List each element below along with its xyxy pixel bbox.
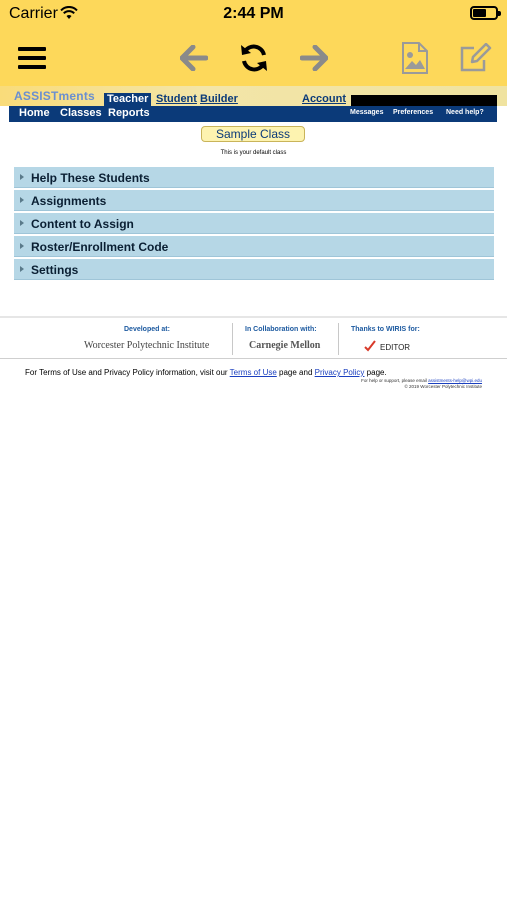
nav-messages[interactable]: Messages	[350, 109, 384, 116]
terms-suffix: page.	[366, 368, 387, 377]
account-link[interactable]: Account	[302, 93, 346, 105]
refresh-icon[interactable]	[236, 40, 272, 76]
nav-classes[interactable]: Classes	[60, 107, 102, 119]
support-info	[361, 378, 482, 390]
support-prefix: For help or support, please email	[361, 378, 427, 383]
forward-arrow-icon[interactable]	[296, 40, 332, 76]
accordion-label: Content to Assign	[31, 217, 134, 231]
terms-of-use-link[interactable]: Terms of Use	[229, 368, 277, 377]
carrier-label: Carrier	[9, 5, 58, 22]
nav-home[interactable]: Home	[19, 107, 50, 119]
accordion-label: Assignments	[31, 194, 107, 208]
accordion-roster-enrollment-code[interactable]	[14, 236, 494, 257]
expand-arrow-icon	[20, 243, 24, 249]
terms-prefix: For Terms of Use and Privacy Policy information, visit our	[25, 368, 228, 377]
wpi-logo[interactable]: Worcester Polytechnic Institute	[84, 340, 210, 351]
nav-need-help[interactable]: Need help?	[446, 109, 484, 116]
wiris-editor-logo[interactable]: EDITOR	[380, 343, 411, 352]
nav-preferences[interactable]: Preferences	[393, 109, 434, 116]
accordion-label: Settings	[31, 263, 79, 277]
expand-arrow-icon	[20, 197, 24, 203]
accordion-assignments[interactable]	[14, 190, 494, 211]
image-icon[interactable]	[397, 40, 433, 76]
expand-arrow-icon	[20, 266, 24, 272]
edit-icon[interactable]	[458, 40, 494, 76]
role-tab-builder[interactable]: Builder	[200, 93, 238, 105]
footer-separator	[338, 323, 339, 355]
battery-icon	[470, 6, 498, 20]
terms-mid: page and	[279, 368, 313, 377]
assistments-logo: ASSISTments	[14, 89, 95, 103]
accordion-label: Help These Students	[31, 171, 150, 185]
role-tab-teacher[interactable]: Teacher	[104, 93, 151, 106]
menu-icon[interactable]	[14, 40, 50, 76]
default-class-note: This is your default class	[220, 150, 287, 156]
status-bar	[0, 0, 507, 30]
terms-line	[25, 368, 387, 377]
accordion-label: Roster/Enrollment Code	[31, 240, 169, 254]
cmu-logo[interactable]: Carnegie Mellon	[249, 340, 321, 351]
expand-arrow-icon	[20, 220, 24, 226]
nav-reports[interactable]: Reports	[108, 107, 150, 119]
footer-thanks-heading: Thanks to WIRIS for:	[351, 326, 420, 333]
privacy-policy-link[interactable]: Privacy Policy	[314, 368, 365, 377]
expand-arrow-icon	[20, 174, 24, 180]
wiris-check-icon	[364, 339, 376, 357]
support-email-link[interactable]: assistments-help@wpi.edu	[428, 378, 482, 383]
class-selector-button[interactable]: Sample Class	[201, 126, 305, 142]
app-toolbar	[0, 30, 507, 86]
accordion-help-these-students[interactable]	[14, 167, 494, 188]
footer-separator	[232, 323, 233, 355]
main-nav	[9, 106, 497, 122]
footer-divider	[0, 316, 507, 318]
account-name-redacted	[351, 95, 497, 106]
accordion-content-to-assign[interactable]	[14, 213, 494, 234]
footer-collab-heading: In Collaboration with:	[245, 326, 317, 333]
back-arrow-icon[interactable]	[176, 40, 212, 76]
status-time: 2:44 PM	[223, 5, 284, 22]
accordion-settings[interactable]	[14, 259, 494, 280]
role-tab-student[interactable]: Student	[156, 93, 197, 105]
footer-developed-heading: Developed at:	[124, 326, 170, 333]
copyright: © 2019 Worcester Polytechnic Institute	[404, 384, 482, 389]
footer-divider	[0, 358, 507, 359]
